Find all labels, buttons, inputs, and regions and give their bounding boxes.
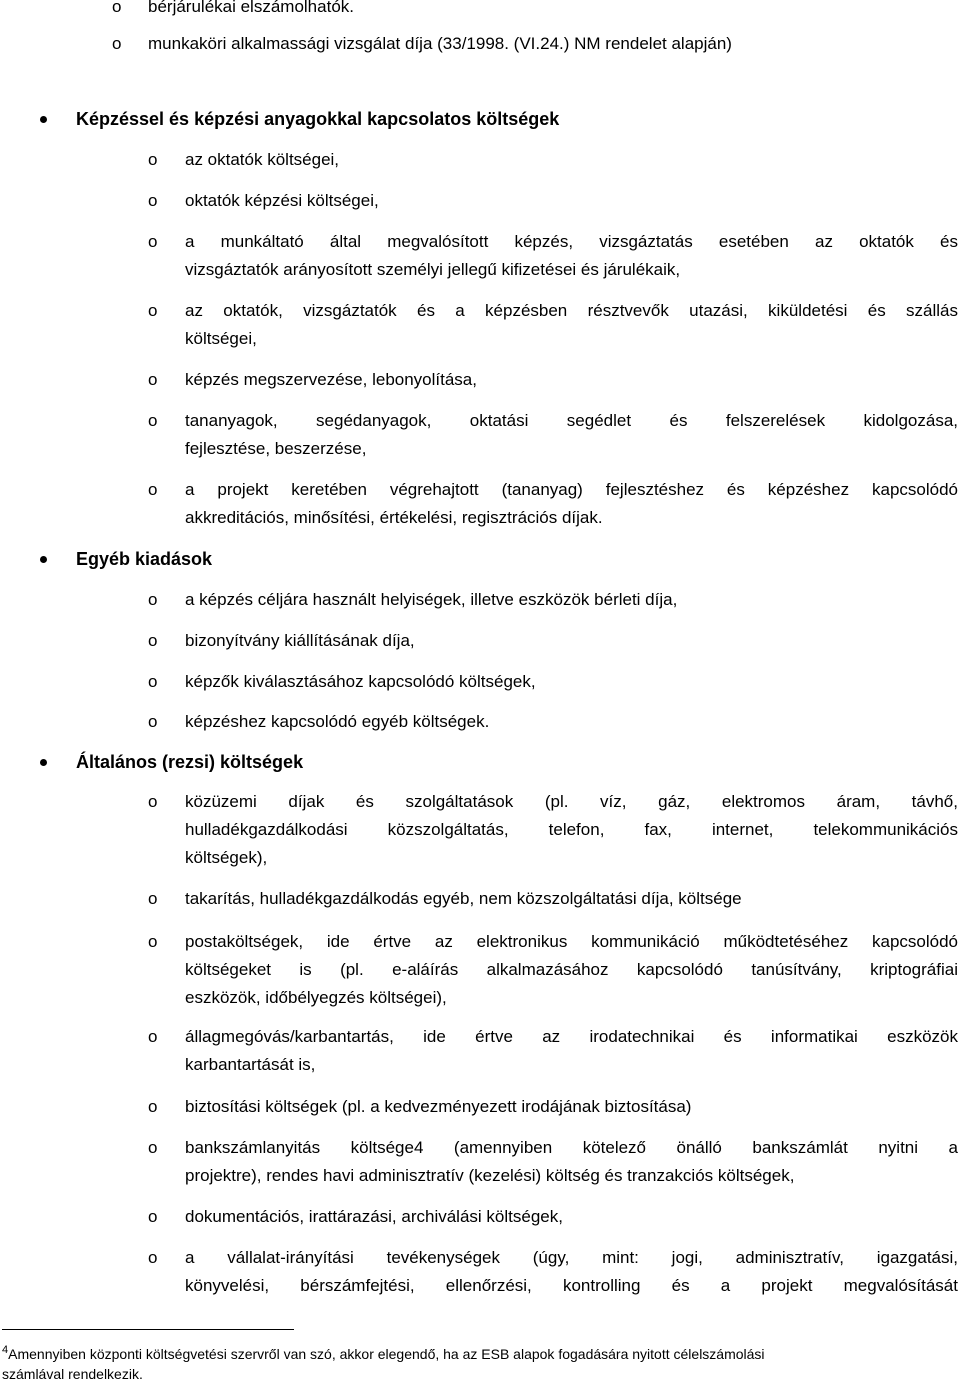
list-item: a munkáltató által megvalósított képzés, vizsgáztatás esetében az oktatók és vizsgáztatók arányosított személyi jellegű kifizetései és járulékaik, — [185, 232, 958, 279]
list-item: a képzés céljára használt helyiségek, illetve eszközök bérleti díja, — [185, 590, 678, 609]
bullet-icon — [40, 556, 47, 563]
list-item: bizonyítvány kiállításának díja, — [185, 631, 415, 650]
list-item: bankszámlanyitás költsége4 (amennyiben kötelező önálló bankszámlát nyitni a projektre), rendes havi adminisztratív (kezelési) költség és tranzakciós költségek, — [185, 1138, 958, 1185]
section-heading: Képzéssel és képzési anyagokkal kapcsolatos költségek — [76, 109, 560, 129]
list-marker: o — [148, 672, 158, 691]
bullet-icon — [40, 759, 47, 766]
bullet-icon — [40, 116, 47, 123]
list-item: az oktatók költségei, — [185, 150, 340, 169]
list-item: dokumentációs, irattárazási, archiválási költségek, — [185, 1207, 563, 1226]
list-marker: o — [148, 411, 158, 430]
section-heading: Általános (rezsi) költségek — [76, 752, 304, 772]
list-item: munkaköri alkalmassági vizsgálat díja (33/1998. (VI.24.) NM rendelet alapján) — [148, 34, 732, 53]
list-item: közüzemi díjak és szolgáltatások (pl. víz, gáz, elektromos áram, távhő, hulladékgazdálkodási közszolgáltatás, telefon, fax, internet, telekommunikációs költségek), — [185, 792, 958, 867]
list-item: az oktatók, vizsgáztatók és a képzésben résztvevők utazási, kiküldetési és szállás költségei, — [185, 301, 958, 348]
footnote-text: számlával rendelkezik. — [2, 1366, 143, 1382]
list-marker: o — [148, 370, 158, 389]
list-marker: o — [148, 232, 158, 251]
list-item: postaköltségek, ide értve az elektronikus kommunikáció működtetéséhez kapcsolódó költségeket is (pl. e-aláírás alkalmazásához kapcsolódó tanúsítvány, kriptográfiai eszközök, időbélyegzés költségei), — [185, 932, 958, 1007]
list-marker: o — [148, 590, 158, 609]
list-item: képzéshez kapcsolódó egyéb költségek. — [185, 712, 490, 731]
list-marker: o — [148, 1207, 158, 1226]
list-marker: o — [148, 932, 158, 951]
footnote-text: Amennyiben központi költségvetési szervről van szó, akkor elegendő, ha az ESB alapok fogadására nyitott célelszámolási — [8, 1346, 765, 1362]
list-item: oktatók képzési költségei, — [185, 191, 379, 210]
list-marker: o — [112, 34, 122, 53]
list-marker: o — [148, 712, 158, 731]
list-marker: o — [148, 631, 158, 650]
list-marker: o — [148, 1027, 158, 1046]
list-item: tananyagok, segédanyagok, oktatási segédlet és felszerelések kidolgozása, fejlesztése, beszerzése, — [185, 411, 958, 458]
section-heading: Egyéb kiadások — [76, 549, 213, 569]
list-marker: o — [148, 1138, 158, 1157]
footnote — [2, 1340, 952, 1384]
list-item: biztosítási költségek (pl. a kedvezményezett irodájának biztosítása) — [185, 1097, 692, 1116]
list-marker: o — [148, 301, 158, 320]
list-marker: o — [148, 1248, 158, 1267]
list-marker: o — [148, 792, 158, 811]
list-marker: o — [148, 889, 158, 908]
list-item: képzők kiválasztásához kapcsolódó költségek, — [185, 672, 536, 691]
list-item: állagmegóvás/karbantartás, ide értve az irodatechnikai és informatikai eszközök karbantartását is, — [185, 1027, 958, 1074]
list-marker: o — [112, 0, 122, 16]
list-item: a vállalat-irányítási tevékenységek (úgy, mint: jogi, adminisztratív, igazgatási, könyvelési, bérszámfejtési, ellenőrzési, kontrolling és a projekt megvalósítását — [185, 1248, 958, 1295]
list-item: a projekt keretében végrehajtott (tananyag) fejlesztéshez és képzéshez kapcsolódó akkreditációs, minősítési, értékelési, regisztrációs díjak. — [185, 480, 958, 527]
list-marker: o — [148, 191, 158, 210]
footnote-separator — [2, 1329, 294, 1330]
list-marker: o — [148, 480, 158, 499]
list-item: takarítás, hulladékgazdálkodás egyéb, nem közszolgáltatási díja, költsége — [185, 889, 742, 908]
list-marker: o — [148, 1097, 158, 1116]
list-item: bérjárulékai elszámolhatók. — [148, 0, 354, 16]
footnote-number: 4 — [2, 1344, 9, 1356]
list-item: képzés megszervezése, lebonyolítása, — [185, 370, 477, 389]
list-marker: o — [148, 150, 158, 169]
